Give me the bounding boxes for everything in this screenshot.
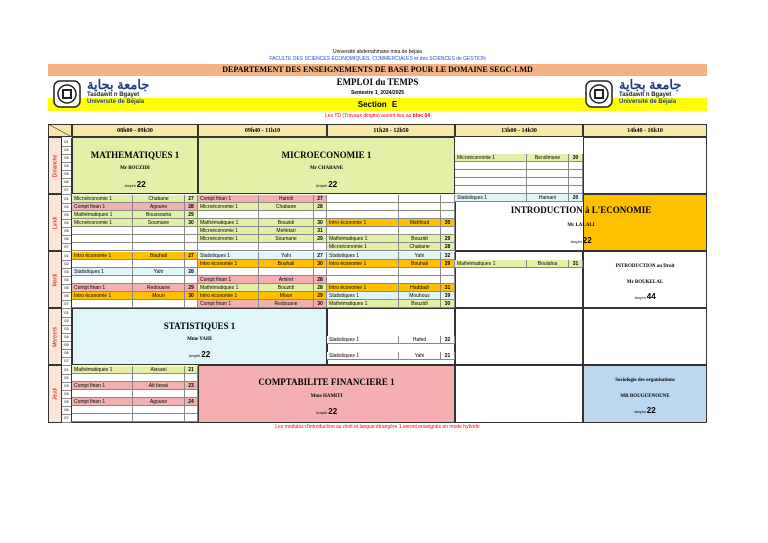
logo-french: Université de Béjaïa bbox=[619, 99, 677, 105]
logo-berber: Tasdawit n Bgayet bbox=[619, 92, 672, 98]
td-room: 30 bbox=[185, 219, 198, 227]
amphi-label: Amphi bbox=[315, 183, 328, 188]
group-number: 06 bbox=[62, 178, 72, 187]
td-teacher bbox=[133, 276, 185, 284]
td-module: Statistiques 1 bbox=[327, 292, 399, 300]
td-teacher bbox=[133, 414, 185, 422]
group-number: 03 bbox=[62, 211, 72, 220]
lecture-title: Sociologie des organisations bbox=[615, 378, 675, 383]
day-label: Dimanche bbox=[52, 154, 59, 178]
td-module bbox=[72, 374, 133, 382]
td-module bbox=[72, 276, 133, 284]
lecture-comptabilite bbox=[198, 365, 455, 423]
td-teacher: Bouzidi bbox=[399, 235, 441, 243]
td-teacher: Bouhali bbox=[259, 260, 314, 268]
td-room bbox=[569, 178, 583, 186]
td-teacher bbox=[133, 243, 185, 251]
group-number: 05 bbox=[62, 398, 72, 407]
td-room bbox=[441, 203, 455, 211]
td-module: Intro économie 1 bbox=[72, 292, 133, 300]
td-room: 30 bbox=[569, 154, 583, 162]
group-number: 04 bbox=[62, 162, 72, 171]
td-room bbox=[569, 170, 583, 178]
td-teacher bbox=[133, 227, 185, 235]
group-number: 02 bbox=[62, 203, 72, 212]
logo-arabic: جامعة بجاية bbox=[619, 77, 682, 92]
td-room: 27 bbox=[185, 195, 198, 203]
section-label: Section bbox=[357, 100, 387, 109]
department-banner: DEPARTEMENT DES ENSEIGNEMENTS DE BASE POUR LE DOMAINE SEGC-LMD bbox=[48, 64, 707, 76]
td-room: 30 bbox=[441, 219, 455, 227]
lecture-title: STATISTIQUES 1 bbox=[163, 321, 236, 331]
td-room: 27 bbox=[185, 252, 198, 260]
group-number: 03 bbox=[62, 382, 72, 391]
group-number: 01 bbox=[62, 309, 72, 318]
amphi-label: Amphi bbox=[188, 353, 201, 358]
group-number: 06 bbox=[62, 292, 72, 301]
empty-slot bbox=[455, 365, 583, 423]
group-number: 01 bbox=[62, 195, 72, 204]
faculty-name: FACULTE DES SCIENCES ECONOMIQUES, COMMERCIALES et des SCIENCES de GESTION bbox=[269, 56, 486, 62]
amphi-label: Amphi bbox=[315, 410, 328, 415]
lecture-statistiques bbox=[72, 308, 327, 365]
td-teacher: Mehktari bbox=[259, 227, 314, 235]
semester-label: Semestre 1_2024/2025 bbox=[350, 90, 405, 96]
group-number: 02 bbox=[62, 374, 72, 383]
amphi-number: 22 bbox=[646, 406, 656, 415]
td-room bbox=[441, 276, 455, 284]
td-module: Microéconomie 1 bbox=[72, 195, 133, 203]
lecture-teacher: Mr BOUKELAL bbox=[626, 280, 664, 285]
td-room: 21 bbox=[441, 352, 455, 360]
td-module bbox=[455, 162, 527, 170]
lecture-teacher: Mr CHABANE bbox=[309, 166, 344, 171]
td-room bbox=[185, 243, 198, 251]
day-label: Jeudi bbox=[52, 388, 59, 400]
group-number: 06 bbox=[62, 406, 72, 415]
university-logo-left bbox=[53, 78, 203, 108]
group-number: 01 bbox=[62, 252, 72, 261]
group-number: 02 bbox=[62, 146, 72, 155]
td-teacher bbox=[527, 178, 569, 186]
td-room bbox=[185, 276, 198, 284]
td-teacher: Redouane bbox=[133, 284, 185, 292]
lecture-amphi bbox=[584, 292, 706, 301]
td-room: 29 bbox=[314, 235, 327, 243]
page-title: EMPLOI du TEMPS bbox=[336, 77, 419, 87]
td-module bbox=[327, 276, 399, 284]
td-teacher bbox=[399, 227, 441, 235]
td-note-bloc: bloc 04 bbox=[412, 113, 431, 119]
amphi-number: 22 bbox=[328, 180, 338, 189]
td-teacher: Yahi bbox=[399, 352, 441, 360]
td-module: Intro économie 1 bbox=[198, 292, 259, 300]
td-module bbox=[327, 227, 399, 235]
td-module: Statistiques 1 bbox=[327, 252, 399, 260]
amphi-number: 22 bbox=[582, 236, 592, 245]
time-slot-5: 14h40 - 16h10 bbox=[583, 124, 707, 137]
lecture-introduction-droit bbox=[583, 251, 707, 308]
group-number: 02 bbox=[62, 260, 72, 269]
lecture-teacher: Mme HAMITI bbox=[310, 394, 343, 399]
group-number: 07 bbox=[62, 300, 72, 309]
group-number: 07 bbox=[62, 186, 72, 195]
amphi-label: Amphi bbox=[124, 183, 136, 188]
lecture-teacher: Mme YAHI bbox=[187, 337, 212, 342]
group-number: 06 bbox=[62, 235, 72, 244]
td-room bbox=[441, 268, 455, 276]
td-room bbox=[185, 300, 198, 308]
td-teacher: Mouhous bbox=[399, 292, 441, 300]
group-number: 01 bbox=[62, 138, 72, 147]
lecture-sociologie bbox=[583, 365, 707, 423]
time-slot-3: 11h20 - 12h50 bbox=[327, 124, 455, 137]
group-number: 04 bbox=[62, 276, 72, 285]
td-teacher: Amiret bbox=[259, 276, 314, 284]
td-module: Compt finan 1 bbox=[72, 203, 133, 211]
td-module: Microéconomie 1 bbox=[198, 227, 259, 235]
td-module: Compt finan 1 bbox=[198, 195, 259, 203]
td-module: Mathématiques 1 bbox=[72, 211, 133, 219]
university-emblem-icon bbox=[53, 80, 81, 108]
td-module: Intro économie 1 bbox=[198, 260, 259, 268]
td-teacher: Agoune bbox=[133, 398, 185, 406]
lecture-introduction-economie bbox=[455, 194, 707, 251]
td-room: 29 bbox=[314, 292, 327, 300]
td-room bbox=[441, 195, 455, 203]
lecture-amphi bbox=[456, 236, 706, 245]
lecture-amphi bbox=[199, 407, 454, 416]
td-room: 39 bbox=[441, 292, 455, 300]
td-module bbox=[72, 390, 133, 398]
td-module: Compt finan 1 bbox=[72, 398, 133, 406]
td-room bbox=[185, 414, 198, 422]
td-module: Compt finan 1 bbox=[198, 276, 259, 284]
td-room: 31 bbox=[441, 284, 455, 292]
td-teacher bbox=[259, 211, 314, 219]
university-name: Université abderrahmane mira de bejaia bbox=[333, 49, 422, 55]
group-number: 06 bbox=[62, 349, 72, 358]
td-teacher: Yahi bbox=[133, 268, 185, 276]
td-teacher bbox=[527, 162, 569, 170]
td-room: 32 bbox=[441, 336, 455, 344]
td-module bbox=[72, 300, 133, 308]
amphi-label: Amphi bbox=[634, 409, 646, 414]
td-module bbox=[455, 186, 527, 194]
td-teacher bbox=[399, 195, 441, 203]
lecture-amphi bbox=[199, 180, 454, 189]
td-room: 30 bbox=[314, 260, 327, 268]
td-module bbox=[72, 227, 133, 235]
td-teacher bbox=[527, 186, 569, 194]
td-teacher: Hamiti bbox=[259, 195, 314, 203]
group-number: 05 bbox=[62, 227, 72, 236]
day-lundi bbox=[48, 194, 62, 251]
td-module: Intro économie 1 bbox=[327, 284, 399, 292]
td-room: 28 bbox=[314, 203, 327, 211]
group-number: 02 bbox=[62, 317, 72, 326]
td-room bbox=[314, 243, 327, 251]
time-slot-1: 08h00 - 09h30 bbox=[72, 124, 198, 137]
td-teacher: Haddadi bbox=[399, 284, 441, 292]
group-number: 05 bbox=[62, 170, 72, 179]
td-room bbox=[314, 211, 327, 219]
td-teacher: Boulahia bbox=[527, 260, 569, 268]
td-module: Mathématiques 1 bbox=[72, 366, 133, 374]
td-module: Microéconomie 1 bbox=[198, 235, 259, 243]
td-module: Mathématiques 1 bbox=[327, 300, 399, 308]
td-room: 30 bbox=[185, 292, 198, 300]
td-module bbox=[327, 211, 399, 219]
td-room: 29 bbox=[185, 211, 198, 219]
section-value: E bbox=[391, 100, 398, 109]
td-teacher: Bouzidi bbox=[259, 284, 314, 292]
td-room: 30 bbox=[441, 300, 455, 308]
td-room: 28 bbox=[314, 276, 327, 284]
td-room: 28 bbox=[185, 268, 198, 276]
group-number: 03 bbox=[62, 325, 72, 334]
lecture-title: INTRODUCTION à L'ECONOMIE bbox=[510, 205, 652, 215]
td-teacher bbox=[399, 203, 441, 211]
lecture-amphi bbox=[584, 406, 706, 415]
lecture-title: INTRODUCTION au Droit bbox=[615, 264, 675, 269]
lecture-microeconomie bbox=[198, 137, 455, 194]
td-room: 30 bbox=[314, 300, 327, 308]
td-teacher: Yahi bbox=[259, 252, 314, 260]
td-teacher bbox=[259, 243, 314, 251]
lecture-amphi bbox=[73, 350, 326, 359]
td-room: 32 bbox=[441, 252, 455, 260]
td-module: Intro économie 1 bbox=[327, 219, 399, 227]
td-module: Compt finan 1 bbox=[72, 284, 133, 292]
logo-berber: Tasdawit n Bgayet bbox=[87, 92, 140, 98]
lecture-teacher: MR BOUGUENOUNE bbox=[620, 394, 670, 399]
lecture-title: COMPTABILITE FINANCIERE 1 bbox=[258, 377, 395, 387]
td-teacher: Ait besaï bbox=[133, 382, 185, 390]
td-room bbox=[185, 227, 198, 235]
td-teacher: Boussouira bbox=[133, 211, 185, 219]
lecture-teacher: Mr LALALI bbox=[567, 223, 595, 228]
td-module bbox=[198, 243, 259, 251]
day-mardi bbox=[48, 251, 62, 308]
td-room: 28 bbox=[185, 203, 198, 211]
td-room bbox=[185, 260, 198, 268]
td-module: Statistiques 1 bbox=[327, 336, 399, 344]
td-teacher: Chabane bbox=[399, 243, 441, 251]
empty-slot bbox=[583, 137, 707, 194]
td-module bbox=[327, 203, 399, 211]
td-room: 29 bbox=[441, 235, 455, 243]
time-slot-4: 13h00 - 14h30 bbox=[455, 124, 583, 137]
group-number: 01 bbox=[62, 366, 72, 375]
td-teacher bbox=[259, 268, 314, 276]
group-number: 05 bbox=[62, 284, 72, 293]
td-module: Microéconomie 1 bbox=[327, 243, 399, 251]
td-module bbox=[455, 178, 527, 186]
td-teacher bbox=[527, 170, 569, 178]
td-module: Intro économie 1 bbox=[72, 252, 133, 260]
td-module: Intro économie 1 bbox=[327, 260, 399, 268]
td-teacher: Chabane bbox=[259, 203, 314, 211]
group-number: 07 bbox=[62, 243, 72, 252]
logo-arabic: جامعة بجاية bbox=[87, 77, 150, 92]
lecture-teacher: Mr BOUZIDI bbox=[120, 166, 150, 171]
td-module: Mathématiques 1 bbox=[198, 284, 259, 292]
amphi-number: 22 bbox=[201, 350, 211, 359]
td-module: Compt finan 1 bbox=[72, 382, 133, 390]
td-teacher: Mouri bbox=[259, 292, 314, 300]
td-module: Mathématiques 1 bbox=[198, 219, 259, 227]
group-number: 04 bbox=[62, 390, 72, 399]
logo-french: Université de Béjaïa bbox=[87, 99, 145, 105]
td-room bbox=[185, 406, 198, 414]
td-room bbox=[314, 268, 327, 276]
td-room: 28 bbox=[441, 243, 455, 251]
td-teacher: Redouane bbox=[259, 300, 314, 308]
footer-note: Les modules d'introduction au droit et langue étrangère 1 seront enseignés en mode hybride bbox=[275, 424, 480, 430]
td-room: 31 bbox=[314, 227, 327, 235]
td-teacher bbox=[399, 211, 441, 219]
university-logo-right bbox=[585, 78, 735, 108]
td-module: Microéconomie 1 bbox=[72, 219, 133, 227]
td-module: Compt finan 1 bbox=[198, 300, 259, 308]
td-teacher bbox=[133, 374, 185, 382]
td-module bbox=[327, 268, 399, 276]
td-teacher: Bouhali bbox=[399, 260, 441, 268]
td-module bbox=[72, 414, 133, 422]
td-module: Statistiques 1 bbox=[455, 194, 527, 202]
td-room bbox=[185, 235, 198, 243]
amphi-number: 44 bbox=[646, 292, 656, 301]
day-dimanche bbox=[48, 137, 62, 194]
day-label: Lundi bbox=[52, 216, 59, 230]
td-room bbox=[569, 162, 583, 170]
td-teacher: Soumane bbox=[133, 219, 185, 227]
td-module: Statistiques 1 bbox=[327, 352, 399, 360]
td-module bbox=[72, 243, 133, 251]
lecture-mathematiques bbox=[72, 137, 198, 194]
td-teacher bbox=[133, 390, 185, 398]
td-teacher bbox=[399, 268, 441, 276]
td-module bbox=[72, 260, 133, 268]
td-module: Mathématiques 1 bbox=[327, 235, 399, 243]
td-module bbox=[72, 406, 133, 414]
td-room: 23 bbox=[185, 382, 198, 390]
amphi-number: 22 bbox=[328, 407, 338, 416]
td-teacher bbox=[133, 300, 185, 308]
amphi-label: Amphi bbox=[570, 239, 582, 244]
td-room: 27 bbox=[314, 252, 327, 260]
td-module bbox=[198, 211, 259, 219]
day-jeudi bbox=[48, 365, 62, 423]
td-module: Microéconomie 1 bbox=[198, 203, 259, 211]
group-number: 04 bbox=[62, 219, 72, 228]
empty-slot bbox=[455, 308, 583, 365]
td-room: 28 bbox=[314, 284, 327, 292]
td-teacher: Bouzidi bbox=[399, 300, 441, 308]
td-teacher: Aissani bbox=[133, 366, 185, 374]
td-teacher: Hamani bbox=[527, 194, 569, 202]
group-number: 04 bbox=[62, 333, 72, 342]
td-teacher bbox=[399, 276, 441, 284]
day-label: Mardi bbox=[52, 273, 59, 287]
td-module: Mathématiques 1 bbox=[455, 260, 527, 268]
td-module bbox=[455, 170, 527, 178]
td-room: 21 bbox=[185, 366, 198, 374]
table-corner bbox=[48, 124, 72, 137]
td-note bbox=[48, 112, 707, 120]
group-number: 05 bbox=[62, 341, 72, 350]
lecture-amphi bbox=[73, 180, 197, 189]
td-teacher bbox=[133, 260, 185, 268]
td-teacher: Chabane bbox=[133, 195, 185, 203]
td-module: Microéconomie 1 bbox=[455, 154, 527, 162]
td-room: 27 bbox=[314, 195, 327, 203]
td-module bbox=[198, 268, 259, 276]
td-room bbox=[185, 390, 198, 398]
td-room bbox=[185, 374, 198, 382]
empty-slot bbox=[583, 308, 707, 365]
td-teacher: Hafed bbox=[399, 336, 441, 344]
td-module: Statistiques 1 bbox=[198, 252, 259, 260]
group-number: 07 bbox=[62, 357, 72, 366]
day-mercredi bbox=[48, 308, 62, 365]
td-room: 30 bbox=[314, 219, 327, 227]
td-room: 20 bbox=[569, 194, 583, 202]
amphi-number: 22 bbox=[136, 180, 146, 189]
td-teacher: Mouri bbox=[133, 292, 185, 300]
time-slot-2: 09h40 - 11h10 bbox=[198, 124, 327, 137]
td-module bbox=[327, 195, 399, 203]
td-room bbox=[441, 211, 455, 219]
lecture-title: MATHEMATIQUES 1 bbox=[90, 150, 180, 160]
td-note-prefix: Les TD (Travaux dirigés) auront lieu au bbox=[324, 113, 413, 119]
group-number: 03 bbox=[62, 154, 72, 163]
td-room: 31 bbox=[569, 260, 583, 268]
td-teacher: Bouhali bbox=[133, 252, 185, 260]
td-module bbox=[72, 235, 133, 243]
td-teacher: Mahfoud bbox=[399, 219, 441, 227]
group-number: 07 bbox=[62, 414, 72, 423]
td-room bbox=[569, 186, 583, 194]
td-module: Statistiques 1 bbox=[72, 268, 133, 276]
td-teacher: Bendimane bbox=[527, 154, 569, 162]
amphi-label: Amphi bbox=[634, 295, 646, 300]
td-room: 29 bbox=[441, 260, 455, 268]
td-teacher: Soumane bbox=[259, 235, 314, 243]
td-teacher: Agoune bbox=[133, 203, 185, 211]
day-label: Mercredi bbox=[52, 327, 59, 347]
group-number: 03 bbox=[62, 268, 72, 277]
td-teacher: Yahi bbox=[399, 252, 441, 260]
td-room: 24 bbox=[185, 398, 198, 406]
td-room: 29 bbox=[185, 284, 198, 292]
td-teacher bbox=[133, 235, 185, 243]
td-teacher bbox=[133, 406, 185, 414]
td-teacher: Bouzidi bbox=[259, 219, 314, 227]
td-room bbox=[441, 227, 455, 235]
university-emblem-icon bbox=[585, 80, 613, 108]
lecture-title: MICROECONOMIE 1 bbox=[281, 150, 372, 160]
